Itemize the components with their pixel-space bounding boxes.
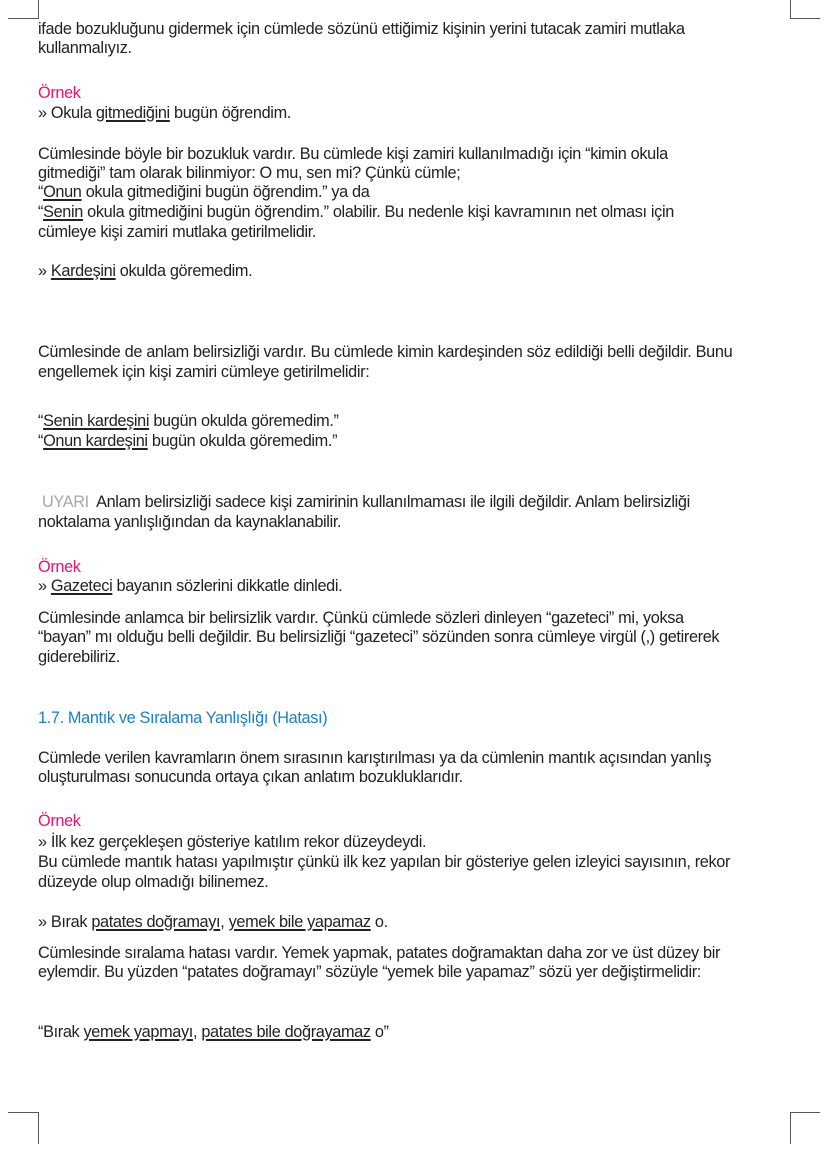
text-segment: oluşturulması sonucunda ortaya çıkan anlatım bozukluklarıdır. — [38, 768, 463, 786]
warning-label: UYARI — [42, 493, 89, 511]
text-line — [38, 912, 388, 932]
text-segment: » İlk kez gerçekleşen gösteriye katılım rekor düzeydeydi. — [38, 833, 427, 851]
underlined-word: Senin — [43, 203, 83, 221]
text-segment: , — [192, 1023, 202, 1041]
text-line — [38, 411, 339, 431]
underlined-word: Senin kardeşini — [43, 412, 150, 430]
text-segment: ifade bozukluğunu gidermek için cümlede sözünü ettiğimiz kişinin yerini tutacak zamiri mutlaka — [38, 20, 685, 38]
text-segment: “ — [38, 203, 44, 221]
text-line — [38, 1022, 389, 1042]
text-line — [38, 832, 426, 852]
example-label — [38, 811, 81, 831]
text-segment: » — [38, 577, 51, 595]
text-segment: Bu cümlede mantık hatası yapılmıştır çünkü ilk kez yapılan bir gösteriye gelen izleyici sayısının, rekor — [38, 853, 731, 871]
text-line — [38, 431, 337, 451]
text-line — [38, 872, 268, 892]
text-segment: “ — [38, 412, 44, 430]
text-line — [38, 576, 342, 596]
text-segment: bugün okulda göremedim.” — [147, 432, 338, 450]
text-segment: Cümlesinde sıralama hatası vardır. Yemek yapmak, patates doğramaktan daha zor ve üst düzey bir — [38, 944, 721, 962]
text-segment: cümleye kişi zamiri mutlaka getirilmelidir. — [38, 223, 317, 241]
text-line — [38, 38, 132, 58]
text-line — [38, 362, 369, 382]
text-segment: bayanın sözlerini dikkatle dinledi. — [112, 577, 343, 595]
text-line — [38, 767, 463, 787]
text-segment: gitmediği” tam olarak bilinmiyor: O mu, sen mi? Çünkü cümle; — [38, 164, 461, 182]
text-line — [38, 627, 719, 647]
underlined-word: Onun kardeşini — [43, 432, 148, 450]
text-segment: Anlam belirsizliği sadece kişi zamirinin kullanılmaması ile ilgili değildir. Anlam belirsizliği — [92, 493, 690, 511]
text-segment: o” — [370, 1023, 389, 1041]
text-segment: okula gitmediğini bugün öğrendim.” ya da — [81, 183, 370, 201]
underlined-word: gitmediğini — [95, 104, 170, 122]
text-segment: » Okula — [38, 104, 96, 122]
text-segment: okulda göremedim. — [115, 262, 253, 280]
text-line — [38, 962, 701, 982]
text-segment: giderebiliriz. — [38, 648, 120, 666]
text-line — [38, 19, 685, 39]
text-line — [38, 202, 674, 222]
text-segment: Cümlesinde böyle bir bozukluk vardır. Bu cümlede kişi zamiri kullanılmadığı için “kimin okula — [38, 145, 668, 163]
text-line — [38, 512, 341, 532]
text-segment: düzeyde olup olmadığı bilinemez. — [38, 873, 269, 891]
text-segment: kullanmalıyız. — [38, 39, 132, 57]
text-line — [38, 748, 711, 768]
text-segment: “Bırak — [38, 1023, 84, 1041]
text-segment: eylemdir. Bu yüzden “patates doğramayı” sözüyle “yemek bile yapamaz” sözü yer değiştirmelidir: — [38, 963, 701, 981]
underlined-word: Kardeşini — [50, 262, 116, 280]
text-segment: Cümlede verilen kavramların önem sırasının karıştırılması ya da cümlenin mantık açısından yanlış — [38, 749, 712, 767]
text-line — [38, 163, 460, 183]
underlined-word: Gazeteci — [50, 577, 113, 595]
text-line — [38, 943, 720, 963]
text-segment: 1.7. Mantık ve Sıralama Yanlışlığı (Hatası) — [38, 709, 328, 727]
underlined-word: yemek bile yapamaz — [228, 913, 371, 931]
text-line — [38, 492, 690, 512]
text-segment: “bayan” mı olduğu belli değildir. Bu belirsizliği “gazeteci” sözünden sonra cümleye virgül (,) getirerek — [38, 628, 720, 646]
text-line — [38, 182, 369, 202]
underlined-word: patates doğramayı — [91, 913, 221, 931]
text-line — [38, 103, 291, 123]
text-segment: Örnek — [38, 84, 81, 102]
text-segment: bugün öğrendim. — [169, 104, 291, 122]
text-line — [38, 342, 732, 362]
text-segment: engellemek için kişi zamiri cümleye getirilmelidir: — [38, 363, 370, 381]
text-segment: » Bırak — [38, 913, 92, 931]
text-segment: Cümlesinde anlamca bir belirsizlik vardır. Çünkü cümlede sözleri dinleyen “gazeteci” mi, yoksa — [38, 609, 684, 627]
text-segment: Örnek — [38, 558, 81, 576]
text-line — [38, 852, 730, 872]
text-segment: » — [38, 262, 51, 280]
example-label — [38, 83, 81, 103]
text-segment: noktalama yanlışlığından da kaynaklanabilir. — [38, 513, 342, 531]
text-line — [38, 222, 316, 242]
text-segment: , — [220, 913, 229, 931]
text-segment: o. — [370, 913, 388, 931]
text-segment: Örnek — [38, 812, 81, 830]
text-line — [38, 144, 668, 164]
text-segment: bugün okulda göremedim.” — [149, 412, 339, 430]
underlined-word: yemek yapmayı — [83, 1023, 193, 1041]
text-line — [38, 608, 684, 628]
example-label — [38, 557, 81, 577]
text-segment: okula gitmediğini bugün öğrendim.” olabilir. Bu nedenle kişi kavramının net olması için — [82, 203, 674, 221]
text-line — [38, 261, 252, 281]
section-heading — [38, 708, 327, 728]
underlined-word: patates bile doğrayamaz — [201, 1023, 371, 1041]
text-segment: “ — [38, 432, 44, 450]
text-line — [38, 647, 120, 667]
underlined-word: Onun — [43, 183, 82, 201]
text-segment: “ — [38, 183, 44, 201]
text-segment: Cümlesinde de anlam belirsizliği vardır. Bu cümlede kimin kardeşinden söz edildiği belli değildir. Bunu — [38, 343, 733, 361]
